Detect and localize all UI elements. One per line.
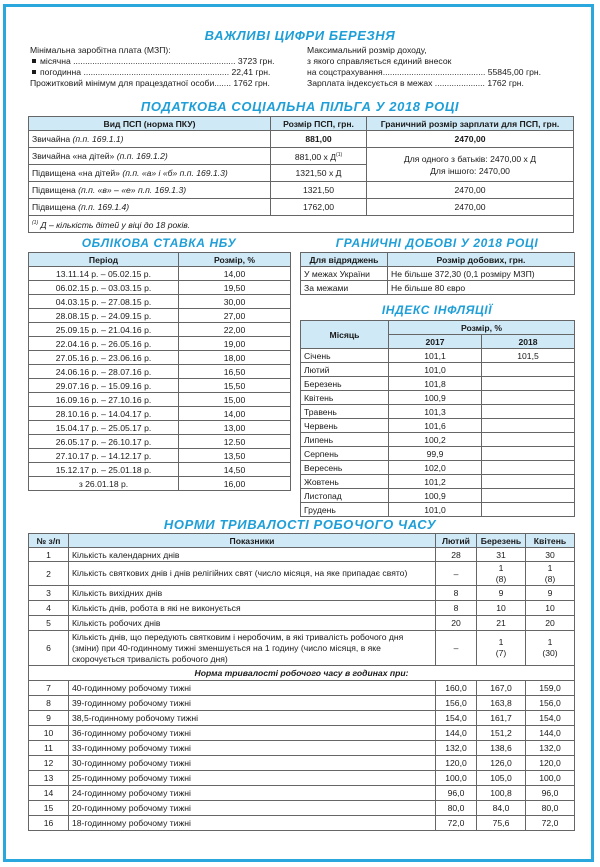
table-row [29, 696, 575, 711]
norms-no: 10 [29, 726, 69, 741]
table-row [29, 771, 575, 786]
nbu-header-period: Період [29, 253, 179, 267]
table-row [29, 681, 575, 696]
nbu-period: 15.04.17 р. – 25.05.17 р. [29, 421, 179, 435]
norms-indicator: 24-годинному робочому тижні [69, 786, 436, 801]
psp-row-type: Підвищена «на дітей» (п.п. «а» і «б» п.п. 169.1.3) [29, 165, 271, 182]
norms-indicator: Кількість днів, робота в які не виконується [69, 601, 436, 616]
table-row [29, 786, 575, 801]
norms-feb: 160,0 [436, 681, 477, 696]
inflation-month: Квітень [301, 391, 389, 405]
norms-no: 11 [29, 741, 69, 756]
psp-row-size: 881,00 х $Д^{(1)}$ [271, 148, 367, 165]
inflation-header-month: Місяць [301, 321, 389, 349]
table-row [29, 548, 575, 562]
norms-indicator: Кількість вихідних днів [69, 586, 436, 601]
norms-apr: 154,0 [526, 711, 575, 726]
table-row [29, 267, 291, 281]
inflation-2018 [482, 503, 575, 517]
psp-row-size: 1762,00 [271, 199, 367, 216]
norms-header-february: Лютий [436, 534, 477, 548]
norms-apr: 9 [526, 586, 575, 601]
norms-mar: 151,2 [477, 726, 526, 741]
inflation-month: Листопад [301, 489, 389, 503]
nbu-period: 16.09.16 р. – 27.10.16 р. [29, 393, 179, 407]
max-income-line3: на соцстрахування........................................... 55845,00 грн. [307, 67, 542, 77]
inflation-2018 [482, 447, 575, 461]
daily-header-trip: Для відряджень [301, 253, 388, 267]
table-row [301, 391, 575, 405]
nbu-rate: 16,50 [179, 365, 291, 379]
norms-no: 6 [29, 631, 69, 666]
nbu-period: 24.06.16 р. – 28.07.16 р. [29, 365, 179, 379]
norms-no: 5 [29, 616, 69, 631]
psp-title: ПОДАТКОВА СОЦІАЛЬНА ПІЛЬГА У 2018 РОЦІ [140, 99, 460, 114]
norms-no: 2 [29, 562, 69, 586]
nbu-rate: 19,00 [179, 337, 291, 351]
nbu-rate: 16,00 [179, 477, 291, 491]
table-row [29, 393, 291, 407]
norms-apr: 72,0 [526, 816, 575, 831]
norms-indicator: 40-годинному робочому тижні [69, 681, 436, 696]
inflation-2018: 101,5 [482, 349, 575, 363]
psp-row-limit: 2470,00 [367, 199, 574, 216]
norms-feb: 96,0 [436, 786, 477, 801]
psp-row-type: Звичайна «на дітей» (п.п. 169.1.2) [29, 148, 271, 165]
norms-apr: 159,0 [526, 681, 575, 696]
norms-feb: – [436, 562, 477, 586]
psp-row-size: 881,00 [271, 131, 367, 148]
max-income-line2: з якого справляється єдиний внесок [307, 56, 452, 66]
norms-mar: 75,6 [477, 816, 526, 831]
norms-mar: 161,7 [477, 711, 526, 726]
psp-row-limit-children [367, 148, 574, 182]
daily-header-size: Розмір добових, грн. [388, 253, 575, 267]
psp-header-size: Розмір ПСП, грн. [271, 117, 367, 131]
table-row [29, 601, 575, 616]
nbu-period: 04.03.15 р. – 27.08.15 р. [29, 295, 179, 309]
nbu-rate: 15,00 [179, 393, 291, 407]
norms-apr: 100,0 [526, 771, 575, 786]
bullet-icon [32, 59, 36, 63]
psp-limit-other-parent: Для іншого: 2470,00 [430, 165, 510, 176]
mzp-monthly-text: місячна .................................................................... 3723 грн. [40, 56, 275, 66]
table-row [301, 447, 575, 461]
inflation-2017: 100,2 [389, 433, 482, 447]
norms-indicator: 33-годинному робочому тижні [69, 741, 436, 756]
norms-mar: 84,0 [477, 801, 526, 816]
inflation-2017: 100,9 [389, 489, 482, 503]
nbu-period: 27.05.16 р. – 23.06.16 р. [29, 351, 179, 365]
norms-no: 3 [29, 586, 69, 601]
psp-limit-one-parent: Для одного з батьків: 2470,00 х Д [403, 153, 537, 164]
table-row [29, 323, 291, 337]
nbu-rate: 30,00 [179, 295, 291, 309]
mzp-label: Мінімальна заробітна плата (МЗП): [30, 45, 171, 55]
inflation-month: Липень [301, 433, 389, 447]
psp-row-limit: 2470,00 [367, 131, 574, 148]
inflation-table [300, 320, 575, 517]
table-row [29, 631, 575, 666]
norms-indicator: 30-годинному робочому тижні [69, 756, 436, 771]
table-row [29, 295, 291, 309]
norms-header-indicators: Показники [69, 534, 436, 548]
table-row [301, 419, 575, 433]
inflation-month: Грудень [301, 503, 389, 517]
table-row [29, 337, 291, 351]
table-row [29, 756, 575, 771]
inflation-header-size: Розмір, % [389, 321, 575, 335]
nbu-rate: 14,00 [179, 267, 291, 281]
nbu-rate: 14,50 [179, 463, 291, 477]
key-figures-title: ВАЖЛИВІ ЦИФРИ БЕРЕЗНЯ [204, 28, 396, 43]
nbu-period: 15.12.17 р. – 25.01.18 р. [29, 463, 179, 477]
norms-mar: 167,0 [477, 681, 526, 696]
norms-indicator: 25-годинному робочому тижні [69, 771, 436, 786]
table-row [29, 477, 291, 491]
inflation-2017: 101,2 [389, 475, 482, 489]
inflation-2018 [482, 489, 575, 503]
norms-mar: 10 [477, 601, 526, 616]
table-row [301, 363, 575, 377]
norms-feb: 100,0 [436, 771, 477, 786]
inflation-2018 [482, 475, 575, 489]
norms-subheader: Норма тривалості робочого часу в годинах при: [29, 666, 575, 681]
norms-no: 13 [29, 771, 69, 786]
norms-title: НОРМИ ТРИВАЛОСТІ РОБОЧОГО ЧАСУ [163, 517, 437, 532]
nbu-rate: 19,50 [179, 281, 291, 295]
table-row [29, 816, 575, 831]
table-row [301, 503, 575, 517]
norms-feb: 80,0 [436, 801, 477, 816]
nbu-period: 26.05.17 р. – 26.10.17 р. [29, 435, 179, 449]
norms-apr: 1 (30) [526, 631, 575, 666]
norms-feb: 8 [436, 586, 477, 601]
inflation-2017: 99,9 [389, 447, 482, 461]
table-row [29, 463, 291, 477]
inflation-month: Вересень [301, 461, 389, 475]
norms-feb: 120,0 [436, 756, 477, 771]
psp-row-size: 1321,50 х Д [271, 165, 367, 182]
norms-indicator: 39-годинному робочому тижні [69, 696, 436, 711]
inflation-2018 [482, 461, 575, 475]
norms-apr: 96,0 [526, 786, 575, 801]
norms-no: 15 [29, 801, 69, 816]
subsistence-minimum: Прожитковий мінімум для працездатної особи....... 1762 грн. [30, 78, 270, 88]
norms-apr: 30 [526, 548, 575, 562]
psp-row-size: 1321,50 [271, 182, 367, 199]
norms-no: 1 [29, 548, 69, 562]
inflation-2017: 101,1 [389, 349, 482, 363]
salary-indexation: Зарплата індексується в межах ..................... 1762 грн. [307, 78, 524, 88]
norms-no: 7 [29, 681, 69, 696]
inflation-2017: 101,0 [389, 503, 482, 517]
norms-feb: 20 [436, 616, 477, 631]
norms-no: 8 [29, 696, 69, 711]
table-row [29, 741, 575, 756]
psp-row-limit: 2470,00 [367, 182, 574, 199]
table-row [29, 407, 291, 421]
inflation-title: ІНДЕКС ІНФЛЯЦІЇ [381, 303, 493, 317]
psp-header-type: Вид ПСП (норма ПКУ) [29, 117, 271, 131]
inflation-2017: 101,0 [389, 363, 482, 377]
nbu-rate: 27,00 [179, 309, 291, 323]
norms-apr: 10 [526, 601, 575, 616]
table-row [301, 281, 575, 295]
table-row [29, 801, 575, 816]
inflation-2018 [482, 363, 575, 377]
nbu-period: з 26.01.18 р. [29, 477, 179, 491]
norms-mar: 138,6 [477, 741, 526, 756]
table-row [29, 351, 291, 365]
table-row [29, 421, 291, 435]
daily-trip: У межах України [301, 267, 388, 281]
norms-header-march: Березень [477, 534, 526, 548]
norms-no: 9 [29, 711, 69, 726]
inflation-2017: 101,3 [389, 405, 482, 419]
psp-row-type: Підвищена (п.п. «в» – «е» п.п. 169.1.3) [29, 182, 271, 199]
nbu-period: 29.07.16 р. – 15.09.16 р. [29, 379, 179, 393]
mzp-hourly [30, 67, 270, 77]
bullet-icon [32, 70, 36, 74]
norms-feb: 156,0 [436, 696, 477, 711]
norms-apr: 120,0 [526, 756, 575, 771]
table-row [301, 489, 575, 503]
nbu-period: 25.09.15 р. – 21.04.16 р. [29, 323, 179, 337]
norms-mar: 105,0 [477, 771, 526, 786]
norms-feb: 28 [436, 548, 477, 562]
nbu-period: 13.11.14 р. – 05.02.15 р. [29, 267, 179, 281]
table-row [29, 435, 291, 449]
norms-mar: 100,8 [477, 786, 526, 801]
nbu-rate: 14,00 [179, 407, 291, 421]
inflation-month: Жовтень [301, 475, 389, 489]
inflation-month: Січень [301, 349, 389, 363]
psp-header-limit: Граничний розмір зарплати для ПСП, грн. [367, 117, 574, 131]
inflation-2018 [482, 433, 575, 447]
table-row [29, 281, 291, 295]
norms-header-april: Квітень [526, 534, 575, 548]
nbu-rate: 18,00 [179, 351, 291, 365]
inflation-2017: 101,8 [389, 377, 482, 391]
inflation-month: Травень [301, 405, 389, 419]
norms-apr: 1 (8) [526, 562, 575, 586]
table-row [301, 461, 575, 475]
norms-indicator: Кількість календарних днів [69, 548, 436, 562]
nbu-period: 22.04.16 р. – 26.05.16 р. [29, 337, 179, 351]
inflation-month: Лютий [301, 363, 389, 377]
table-row [29, 726, 575, 741]
table-row [29, 562, 575, 586]
norms-feb: 132,0 [436, 741, 477, 756]
norms-apr: 156,0 [526, 696, 575, 711]
norms-mar: 1 (8) [477, 562, 526, 586]
norms-mar: 31 [477, 548, 526, 562]
inflation-month: Серпень [301, 447, 389, 461]
inflation-2018 [482, 419, 575, 433]
psp-row-type: Підвищена (п.п. 169.1.4) [29, 199, 271, 216]
norms-apr: 80,0 [526, 801, 575, 816]
max-income-line1: Максимальний розмір доходу, [307, 45, 427, 55]
norms-feb: 154,0 [436, 711, 477, 726]
inflation-2017: 100,9 [389, 391, 482, 405]
norms-no: 12 [29, 756, 69, 771]
nbu-period: 28.10.16 р. – 14.04.17 р. [29, 407, 179, 421]
norms-feb: – [436, 631, 477, 666]
norms-indicator: 38,5-годинному робочому тижні [69, 711, 436, 726]
nbu-rate: 22,00 [179, 323, 291, 337]
norms-indicator: Кількість робочих днів [69, 616, 436, 631]
norms-mar: 126,0 [477, 756, 526, 771]
mzp-monthly [30, 56, 274, 66]
norms-mar: 9 [477, 586, 526, 601]
table-row [29, 711, 575, 726]
norms-mar: 163,8 [477, 696, 526, 711]
nbu-period: 06.02.15 р. – 03.03.15 р. [29, 281, 179, 295]
nbu-period: 27.10.17 р. – 14.12.17 р. [29, 449, 179, 463]
nbu-rate: 13,00 [179, 421, 291, 435]
inflation-month: Березень [301, 377, 389, 391]
norms-table [28, 533, 575, 831]
norms-apr: 144,0 [526, 726, 575, 741]
table-row [301, 377, 575, 391]
nbu-period: 28.08.15 р. – 24.09.15 р. [29, 309, 179, 323]
table-row [301, 349, 575, 363]
mzp-hourly-text: погодинна ............................................................. 22,41 грн. [40, 67, 271, 77]
psp-row-type: Звичайна (п.п. 169.1.1) [29, 131, 271, 148]
norms-indicator: 18-годинному робочому тижні [69, 816, 436, 831]
norms-apr: 132,0 [526, 741, 575, 756]
table-row [29, 616, 575, 631]
table-row [301, 433, 575, 447]
nbu-table [28, 252, 291, 491]
norms-feb: 72,0 [436, 816, 477, 831]
inflation-2017: 102,0 [389, 461, 482, 475]
daily-amount: Не більше 80 євро [388, 281, 575, 295]
table-row [301, 405, 575, 419]
norms-mar: 1 (7) [477, 631, 526, 666]
inflation-2018 [482, 391, 575, 405]
norms-header-no: № з/п [29, 534, 69, 548]
psp-footnote: $^{(1)}$ Д – кількість дітей у віці до 18 років. [29, 216, 574, 233]
inflation-header-2017: 2017 [389, 335, 482, 349]
nbu-rate: 13,50 [179, 449, 291, 463]
norms-mar: 21 [477, 616, 526, 631]
inflation-header-2018: 2018 [482, 335, 575, 349]
table-row [29, 309, 291, 323]
table-row [29, 379, 291, 393]
daily-table [300, 252, 575, 295]
inflation-2017: 101,6 [389, 419, 482, 433]
norms-indicator: 36-годинному робочому тижні [69, 726, 436, 741]
table-row [29, 449, 291, 463]
norms-indicator: Кількість днів, що передують святковим і неробочим, в які тривалість робочого дня (зміни) при 40-годинному тижні зменшується на 1 годину (число місяця, в яке скорочується тривалість робочого дня) [69, 631, 436, 666]
table-row [29, 586, 575, 601]
norms-no: 14 [29, 786, 69, 801]
nbu-rate: 12.50 [179, 435, 291, 449]
norms-indicator: Кількість святкових днів і днів релігійних свят (число місяця, на яке припадає свято) [69, 562, 436, 586]
norms-feb: 144,0 [436, 726, 477, 741]
daily-trip: За межами [301, 281, 388, 295]
inflation-2018 [482, 405, 575, 419]
table-row [29, 365, 291, 379]
nbu-header-size: Розмір, % [179, 253, 291, 267]
norms-no: 16 [29, 816, 69, 831]
psp-table [28, 116, 574, 233]
daily-amount: Не більше 372,30 (0,1 розміру МЗП) [388, 267, 575, 281]
table-row [301, 267, 575, 281]
norms-apr: 20 [526, 616, 575, 631]
inflation-month: Червень [301, 419, 389, 433]
norms-feb: 8 [436, 601, 477, 616]
inflation-2018 [482, 377, 575, 391]
norms-no: 4 [29, 601, 69, 616]
norms-indicator: 20-годинному робочому тижні [69, 801, 436, 816]
nbu-rate: 15,50 [179, 379, 291, 393]
table-row [301, 475, 575, 489]
daily-title: ГРАНИЧНІ ДОБОВІ У 2018 РОЦІ [335, 236, 539, 250]
nbu-title: ОБЛІКОВА СТАВКА НБУ [81, 236, 237, 250]
